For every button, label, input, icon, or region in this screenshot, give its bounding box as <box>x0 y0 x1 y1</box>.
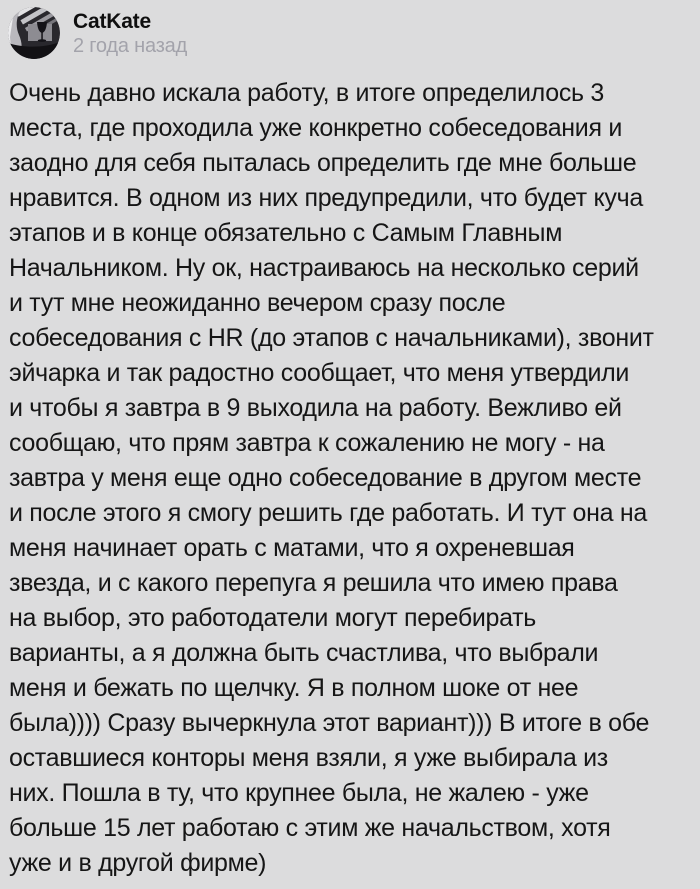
comment-text-line: была)))) Сразу вычеркнула этот вариант))) В итоге в обе <box>9 709 650 737</box>
comment-text-line: на выбор, это работодатели могут перебирать <box>9 604 537 632</box>
comment-text-line: завтра у меня еще одно собеседование в другом месте <box>9 464 642 492</box>
comment-body <box>0 76 700 881</box>
comment-text-line: оставшиеся конторы меня взяли, я уже выбирала из <box>9 744 608 772</box>
header-meta <box>73 7 187 58</box>
comment-text-line: места, где проходила уже конкретно собеседования и <box>9 114 623 142</box>
timestamp: 2 года назад <box>73 35 188 57</box>
comment-text-line: эйчарка и так радостно сообщает, что меня утвердили <box>9 359 630 387</box>
comment-text-line: них. Пошла в ту, что крупнее была, не жалею - уже <box>9 779 589 807</box>
comment-text-line: и чтобы я завтра в 9 выходила на работу. Вежливо ей <box>9 394 622 422</box>
comment-text-line: этапов и в конце обязательно с Самым Главным <box>9 219 563 247</box>
comment-text-line: меня начинает орать с матами, что я охреневшая <box>9 534 575 562</box>
comment-header <box>0 0 700 59</box>
comment-text-line: звезда, и с какого перепуга я решила что имею права <box>9 569 618 597</box>
comment-text-line: уже и в другой фирме) <box>9 849 267 877</box>
comment-text-line: Начальником. Ну ок, настраиваюсь на несколько серий <box>9 254 639 282</box>
comment-text-line: меня и бежать по щелчку. Я в полном шоке от нее <box>9 674 579 702</box>
username[interactable]: CatKate <box>73 10 151 33</box>
comment-text-line: варианты, а я должна быть счастлива, что выбрали <box>9 639 599 667</box>
comment-text-line: Очень давно искала работу, в итоге определилось 3 <box>9 79 605 107</box>
comment-text-line: и тут мне неожиданно вечером сразу после <box>9 289 506 317</box>
comment-text-line: собеседования с HR (до этапов с начальниками), звонит <box>9 324 654 352</box>
comment-text-line: нравится. В одном из них предупредили, что будет куча <box>9 184 643 212</box>
comment-text-line: сообщаю, что прям завтра к сожалению не могу - на <box>9 429 605 457</box>
comment-text-line: заодно для себя пыталась определить где мне больше <box>9 149 637 177</box>
comment-text-line: больше 15 лет работаю с этим же начальством, хотя <box>9 814 611 842</box>
comment-text-line: и после этого я смогу решить где работать. И тут она на <box>9 499 647 527</box>
avatar[interactable] <box>8 7 60 59</box>
user-photo-avatar-icon <box>8 7 60 59</box>
